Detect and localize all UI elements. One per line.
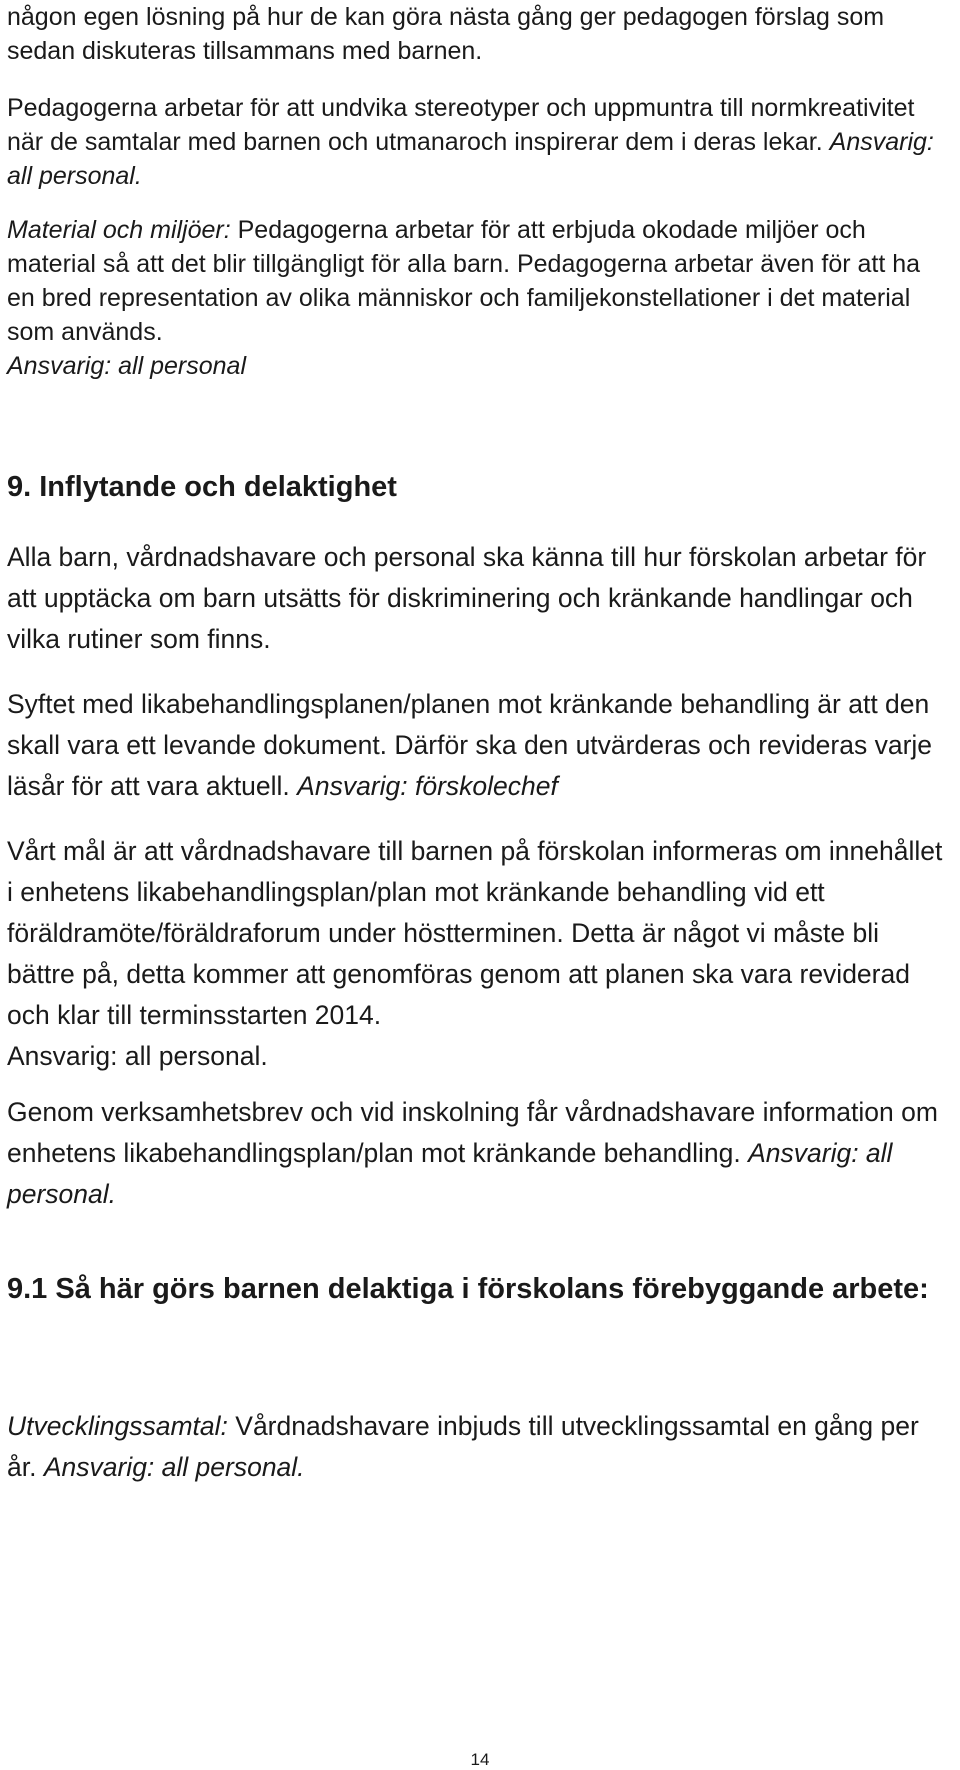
paragraph-text: Pedagogerna arbetar för att undvika stereotyper och uppmuntra till normkreativitet när de samtalar med barnen och utmanaroch inspirerar dem i deras lekar.	[7, 94, 915, 156]
paragraph-material-environments	[7, 213, 947, 383]
responsible-note: Ansvarig: all personal.	[7, 1138, 893, 1209]
paragraph-label: Utvecklingssamtal:	[7, 1411, 228, 1441]
responsible-note: Ansvarig: all personal.	[7, 1041, 268, 1071]
responsible-note: Ansvarig: all personal.	[7, 128, 934, 190]
responsible-note: Ansvarig: förskolechef	[297, 771, 558, 801]
paragraph-text: Alla barn, vårdnadshavare och personal ska känna till hur förskolan arbetar för att upptäcka om barn utsätts för diskriminering och kränkande handlingar och vilka rutiner som finns.	[7, 542, 927, 654]
section-heading-9: 9. Inflytande och delaktighet	[7, 471, 397, 503]
paragraph-text: någon egen lösning på hur de kan göra nästa gång ger pedagogen förslag som sedan diskuteras tillsammans med barnen.	[7, 3, 885, 65]
paragraph-text: Vårt mål är att vårdnadshavare till barnen på förskolan informeras om innehållet i enhetens likabehandlingsplan/plan mot kränkande behandling vid ett föräldramöte/föräldraforum under höstterminen. Detta är något vi måste bli bättre på, detta kommer att genomföras genom att planen ska vara reviderad och klar till terminsstarten 2014.	[7, 836, 943, 1030]
paragraph-text: Genom verksamhetsbrev och vid inskolning får vårdnadshavare information om enhetens likabehandlingsplan/plan mot kränkande behandling.	[7, 1097, 938, 1168]
paragraph-stereotypes	[7, 91, 947, 193]
paragraph-text: Pedagogerna arbetar för att erbjuda okodade miljöer och material så att det blir tillgängligt för alla barn. Pedagogerna arbetar även för att ha en bred representation av olika människor och familjekonstellationer i det material som används.	[7, 216, 921, 346]
page-number: 14	[470, 1750, 490, 1769]
responsible-note: Ansvarig: all personal	[7, 352, 247, 380]
paragraph-text: Vårdnadshavare inbjuds till utvecklingssamtal en gång per år.	[7, 1411, 919, 1482]
paragraph-text: Syftet med likabehandlingsplanen/planen mot kränkande behandling är att den skall vara ett levande dokument. Därför ska den utvärderas och revideras varje läsår för att vara aktuell.	[7, 689, 933, 801]
paragraph-our-goal	[7, 831, 947, 1077]
paragraph-continuation	[7, 0, 947, 68]
paragraph-label: Material och miljöer:	[7, 216, 231, 244]
paragraph-purpose	[7, 684, 947, 807]
section-heading-9-1: 9.1 Så här görs barnen delaktiga i förskolans förebyggande arbete:	[7, 1273, 929, 1305]
paragraph-newsletter	[7, 1092, 947, 1215]
responsible-note: Ansvarig: all personal.	[43, 1452, 305, 1482]
paragraph-all-children	[7, 537, 947, 660]
paragraph-development-talks	[7, 1406, 947, 1488]
